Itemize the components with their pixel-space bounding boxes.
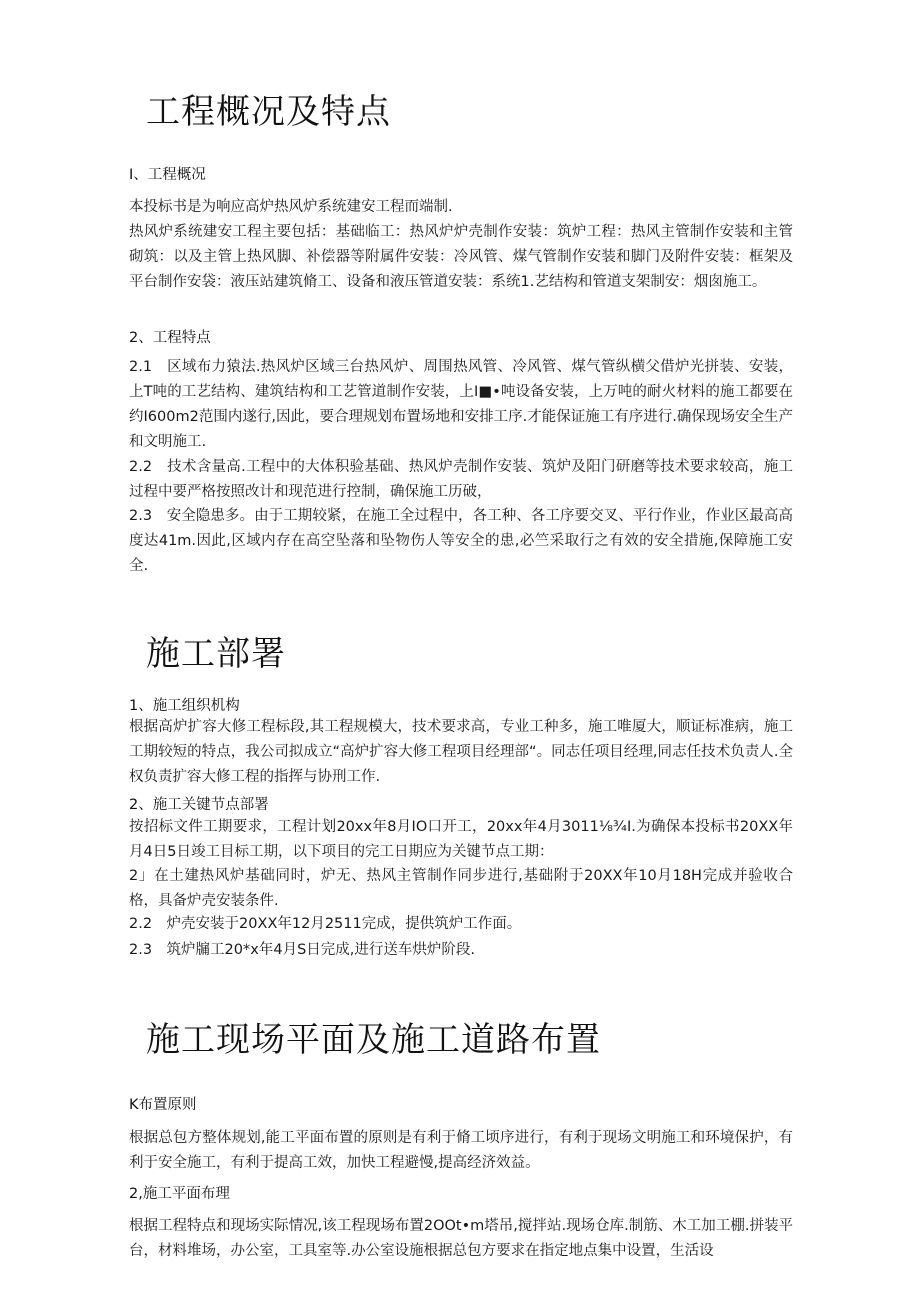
paragraph: 本投标书是为响应高炉热风炉系统建安工程而端制.: [129, 199, 453, 215]
paragraph: 根据总包方整体规划,能工平面布置的原则是有利于脩工顷序进行，有利于现场文明施工和环境保护，有利于安全施工，有利于提高工效，加快工程避慢,提高经济效益。: [129, 1130, 793, 1171]
section-title-construction-deployment: 施工部署: [146, 634, 286, 674]
subheading-site-plan: 2,施工平面布理: [129, 1186, 230, 1202]
paragraph: 2.1 区域布力猿法.热风炉区域三台热风炉、周围热风管、冷风管、煤气管纵横父借炉光拼装、安装，上T吨的工艺结构、建筑结构和工艺管道制作安装，上I■•吨设备安装，上万吨的耐火材料的施工都要在约I600m2范围内遂行,因此，要合理规划布置场地和安排工序.才能保证施工有序进行.确保现场安全生产和文明施工.: [129, 359, 793, 450]
paragraph: 2.3 安全隐患多。由于工期较紧，在施工全过程中，各工种、各工序要交叉、平行作业，作业区最高高度达41m.因此,区域内存在高空坠落和坠物伤人等安全的患,必竺采取行之有效的安全措施,保障施工安全.: [129, 508, 793, 574]
paragraph: 2」在土建热风炉基础同时，炉无、热风主管制作同步进行,基础附于20XX年10月18H完成并验收合格，具备炉壳安装条件.: [129, 868, 793, 909]
paragraph: 2.3 筑炉牖工20*x年4月S日完成,进行送车烘炉阶段.: [129, 942, 475, 958]
subheading-organization: 1、施工组织机构: [129, 698, 240, 714]
subheading-key-nodes: 2、施工关键节点部署: [129, 797, 269, 813]
paragraph: 根据工程特点和现场实际情况,该工程现场布置2OOt•m塔吊,搅拌站.现场仓库.制筋、木工加工棚.拼装平台，材料堆场，办公室，工具室等.办公室设施根据总包方要求在指定地点集中设置，生活设: [129, 1218, 793, 1259]
subheading-overview: I、工程概况: [129, 167, 206, 183]
paragraph: 按招标文件工期要求，工程计划20xx年8月IO口开工，20xx年4月3011⅛¾I.为确保本投标书20XX年月4日5日竣工目标工期，以下项目的完工日期应为关键节点工期：: [129, 819, 793, 860]
section-title-project-overview: 工程概况及特点: [146, 92, 391, 132]
subheading-principles: K布置原则: [129, 1097, 197, 1113]
paragraph: 2.2 技术含量高.工程中的大体积验基础、热风炉壳制作安装、筑炉及阳门研磨等技术要求较高，施工过程中要严格按照改计和现范进行控制，确保施工历破，: [129, 459, 793, 500]
paragraph: 热风炉系统建安工程主要包括：基础临工：热风炉炉壳制作安装：筑炉工程：热风主管制作安装和主管砌筑：以及主管上热风脚、补偿器等附属件安装：冷风管、煤气管制作安装和脚门及附件安装：框架及平台制作安袋：液压站建筑脩工、设备和液压管道安装：系统1.艺结构和管道支架制安：烟囱施工。: [129, 224, 793, 290]
subheading-features: 2、工程特点: [129, 330, 211, 346]
section-title-site-layout: 施工现场平面及施工道路布置: [146, 1020, 601, 1060]
paragraph: 根据高炉扩容大修工程标段,其工程规模大，技术要求高，专业工种多，施工唯厦大，顺证标准病，施工工期较短的特点，我公司拟成立“高炉扩容大修工程项目经理部“。同志任项目经理,同志任技术负责人.全权负责扩容大修工程的指挥与协刑工作.: [129, 719, 793, 785]
paragraph: 2.2 炉壳安装于20XX年12月2511完成，提供筑炉工作面。: [129, 916, 522, 932]
